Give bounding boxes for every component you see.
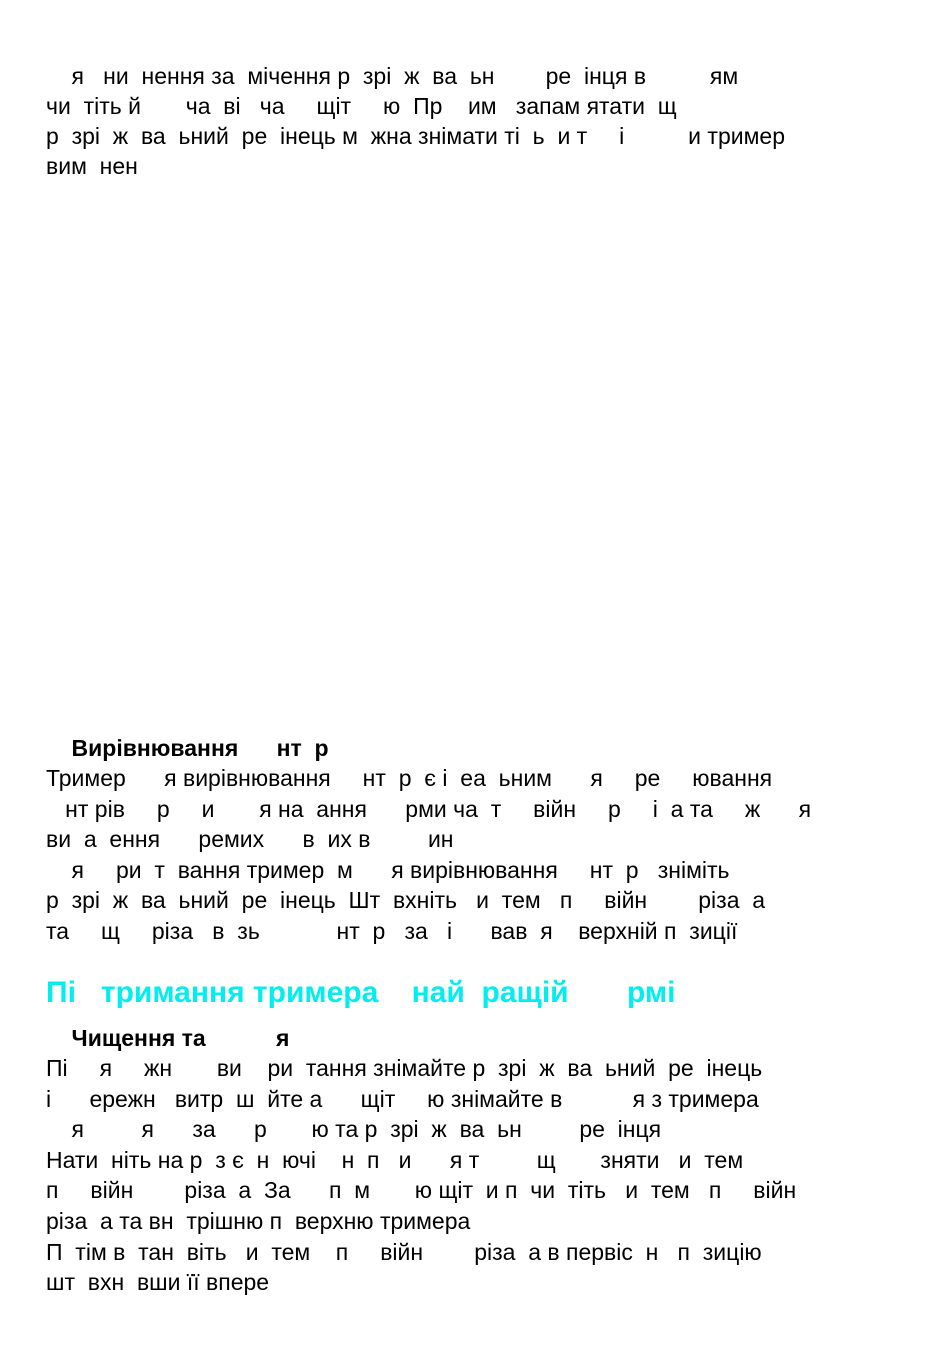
text-line: п війн різа а За п м ю щіт и п чи тіть и тем п війн: [46, 1177, 797, 1203]
text-line: Тример я вирівнювання нт р є і еа ьним я ре ювання: [46, 765, 773, 791]
text-line: нт рів р и я на ання рми ча т війн р і а та ж я: [46, 796, 812, 822]
text-line: П тім в тан віть и тем п війн різа а в первіс н п зицію: [46, 1239, 762, 1265]
text-line: Нати ніть на р з є н ючі н п и я т щ зняти и тем: [46, 1147, 744, 1173]
text-line: я ни нення за мічення р зрі ж ва ьн ре інця в ям: [46, 63, 739, 89]
text-line: шт вхн вши її впере: [46, 1269, 270, 1295]
section-title: Пі тримання тримера най ращій рмі: [46, 976, 676, 1009]
text-line: та щ різа в зь нт р за і вав я верхній п зиції: [46, 918, 738, 944]
cleaning-heading: Чищення та я: [46, 1025, 290, 1051]
alignment-heading: Вирівнювання нт р: [46, 735, 329, 761]
text-line: я я за р ю та р зрі ж ва ьн ре інця: [46, 1116, 662, 1142]
text-line: вим нен: [46, 153, 138, 179]
text-line: Пі я жн ви ри тання знімайте р зрі ж ва ьний ре інець: [46, 1055, 763, 1081]
text-line: чи тіть й ча ві ча щіт ю Пр им запам ятати щ: [46, 93, 677, 119]
text-line: різа а та вн трішню п верхню тримера: [46, 1208, 471, 1234]
text-line: р зрі ж ва ьний ре інець Шт вхніть и тем п війн різа а: [46, 887, 766, 913]
text-line: р зрі ж ва ьний ре інець м жна знімати ті ь и т і и тример: [46, 123, 785, 149]
text-line: ви а ення ремих в их в ин: [46, 826, 454, 852]
text-line: я ри т вання тример м я вирівнювання нт р зніміть: [46, 857, 730, 883]
text-line: і ережн витр ш йте а щіт ю знімайте в я з тримера: [46, 1086, 759, 1112]
